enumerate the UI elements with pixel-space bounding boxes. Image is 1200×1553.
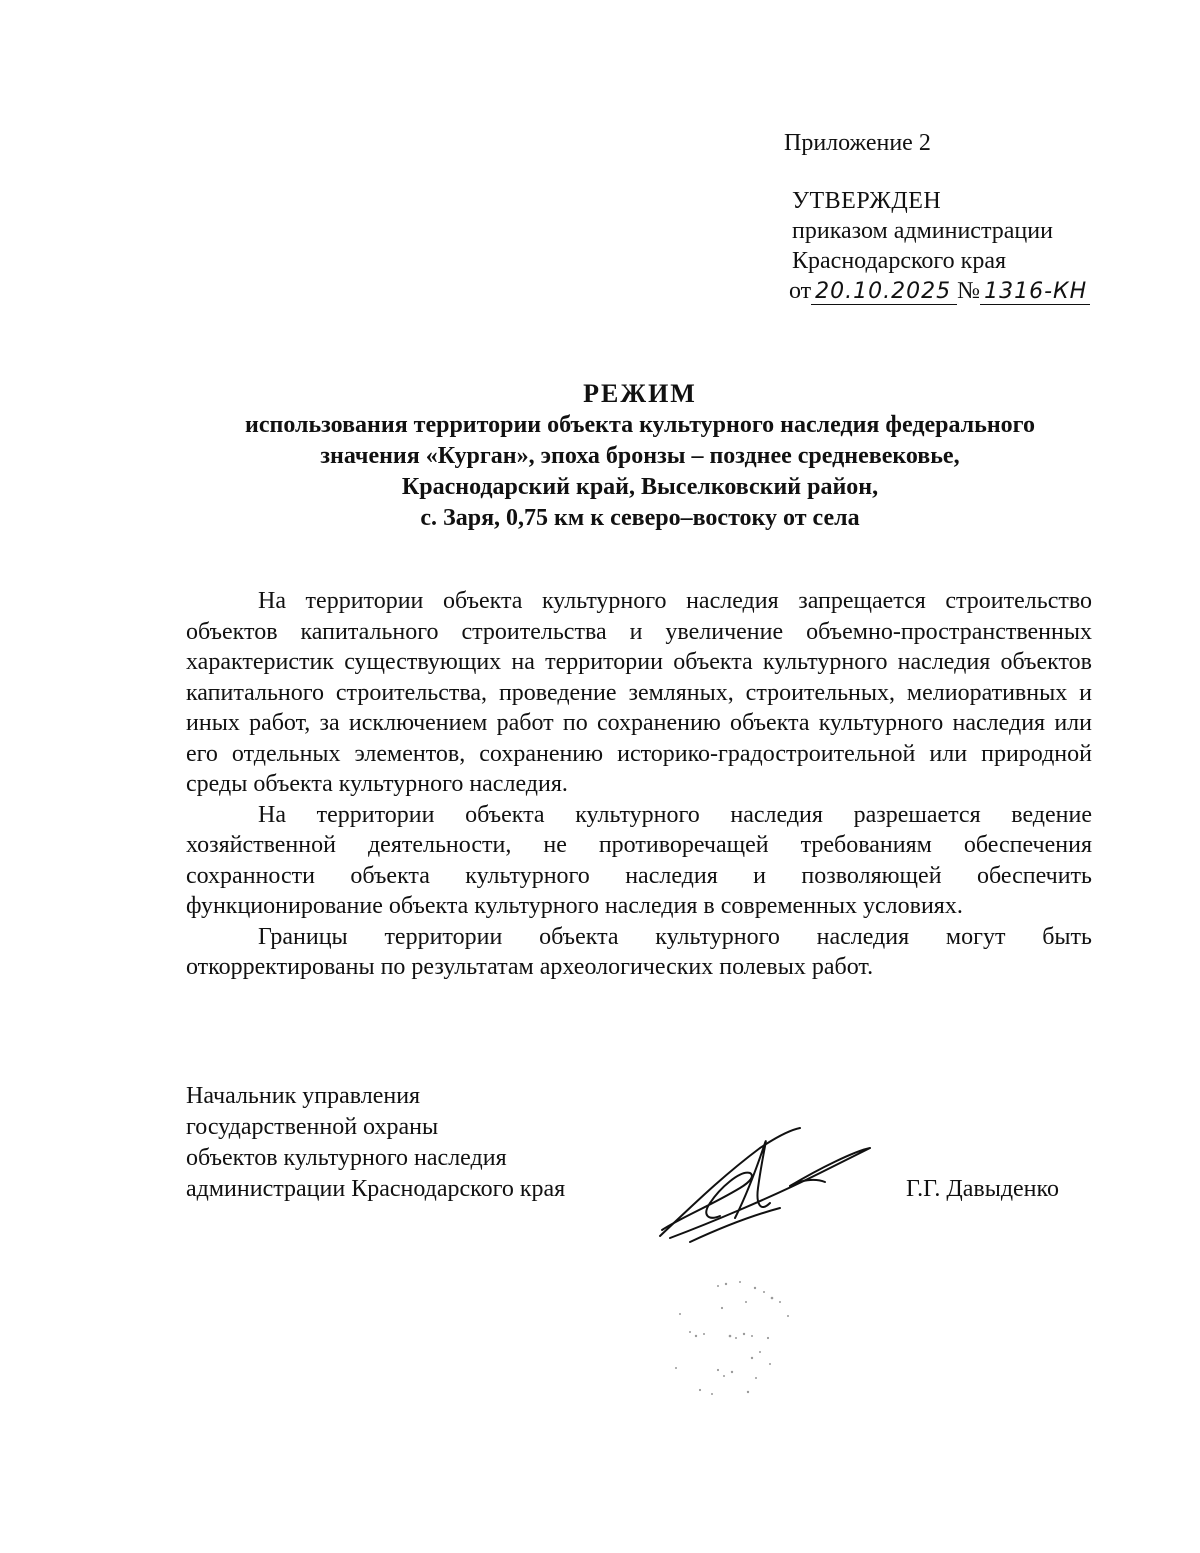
- title-line-2: значения «Курган», эпоха бронзы – позднее средневековье,: [320, 443, 960, 469]
- number-prefix: №: [957, 278, 981, 304]
- approved-label: УТВЕРЖДЕН: [792, 188, 942, 214]
- order-date-number: [789, 276, 1142, 306]
- date-prefix: от: [789, 278, 812, 304]
- title-line-3: Краснодарский край, Выселковский район,: [401, 474, 879, 500]
- paragraph-permissions: На территории объекта культурного наследия разрешается ведение хозяйственной деятельности, не противоречащей требованиям обеспечения сохранности объекта культурного наследия и позволяющей обеспечить функционирование объекта культурного наследия в современных условиях.: [186, 801, 1092, 919]
- signer-name: Г.Г. Давыденко: [906, 1176, 1059, 1202]
- paragraph-prohibitions: На территории объекта культурного наследия запрещается строительство объектов капитального строительства и увеличение объемно-пространственных характеристик существующих на территории объекта культурного наследия объектов капитального строительства, проведение земляных, строительных, мелиоративных и иных работ, за исключением работ по сохранению объекта культурного наследия или его отдельных элементов, сохранению историко-градостроительной или природной среды объекта культурного наследия.: [186, 588, 1092, 797]
- handwritten-signature: [650, 1118, 880, 1248]
- order-date: 20.10.2025: [811, 280, 957, 305]
- position-line-2: государственной охраны: [186, 1114, 439, 1140]
- document-title-block: [180, 378, 1100, 534]
- approved-by-line: приказом администрации: [792, 218, 1053, 244]
- title-line-1: использования территории объекта культурного наследия федерального: [245, 412, 1035, 438]
- position-line-4: администрации Краснодарского края: [186, 1176, 566, 1202]
- signatory-position: [186, 1081, 565, 1205]
- paragraph-boundaries: Границы территории объекта культурного наследия могут быть откорректированы по результатам археологических полевых работ.: [186, 923, 1092, 980]
- title-line-4: с. Заря, 0,75 км к северо–востоку от села: [420, 505, 860, 531]
- approved-region-line: Краснодарского края: [792, 248, 1007, 274]
- document-heading: РЕЖИМ: [583, 379, 697, 408]
- position-line-1: Начальник управления: [186, 1083, 421, 1109]
- document-body: [186, 586, 1092, 983]
- position-line-3: объектов культурного наследия: [186, 1145, 507, 1171]
- faded-stamp-residue: [660, 1272, 830, 1412]
- order-number: 1316-КН: [980, 280, 1090, 305]
- annex-label: Приложение 2: [784, 130, 931, 156]
- approval-block: [782, 128, 1142, 306]
